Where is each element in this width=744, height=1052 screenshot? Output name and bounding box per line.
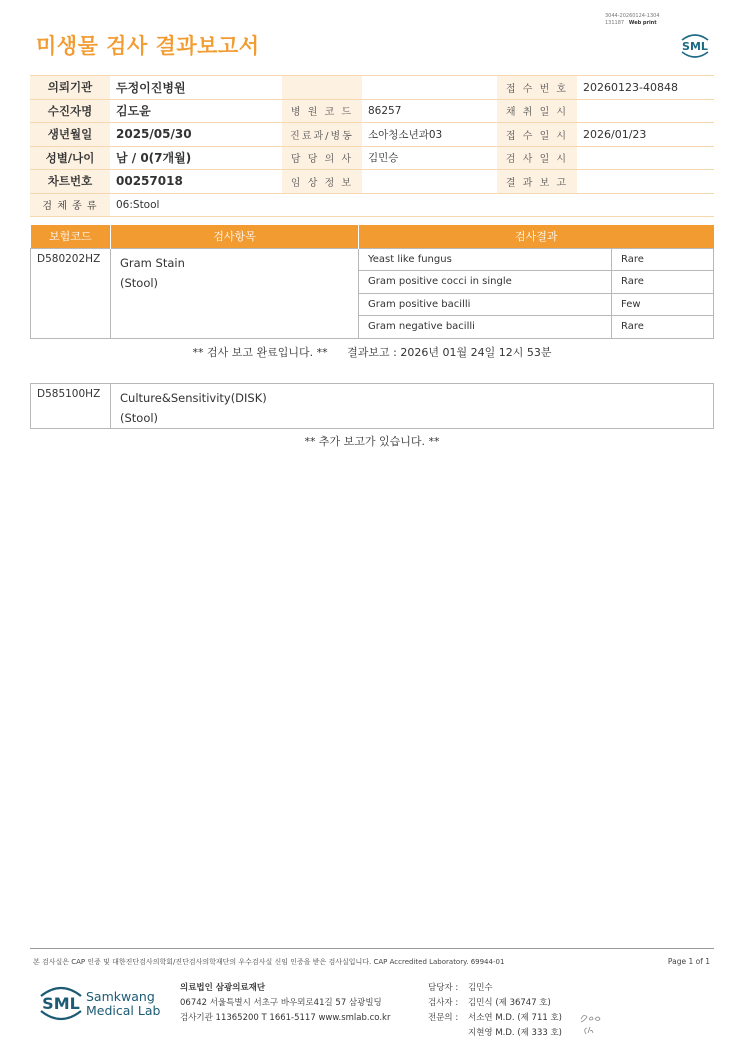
footer-divider (30, 948, 714, 949)
staff-name: 서소연 M.D. (제 711 호) (468, 1013, 563, 1023)
info-label: 검 체 종 류 (30, 193, 110, 216)
print-code-line1: 3044-20260124-1304 (605, 13, 660, 19)
sml-logo-text: SML (682, 40, 708, 53)
test-name: Gram Stain (120, 255, 185, 270)
staff-role: 검사자 : (428, 998, 459, 1008)
info-value: 소아청소년과03 (362, 123, 497, 147)
result-name: Gram positive bacilli (359, 293, 612, 316)
org-name: 의료법인 삼광의료재단 (180, 983, 266, 993)
result-value: Rare (612, 248, 714, 271)
org-address: 06742 서울특별시 서초구 바우뫼로41길 57 삼광빌딩 (180, 998, 382, 1008)
info-label: 병 원 코 드 (282, 99, 362, 123)
info-label: 의뢰기관 (30, 76, 110, 100)
result-value: Rare (612, 316, 714, 339)
info-label: 담 당 의 사 (282, 146, 362, 170)
test-specimen: (Stool) (120, 275, 159, 290)
info-label: 임 상 정 보 (282, 170, 362, 194)
print-code-line2: 131187 (605, 20, 625, 26)
info-row (30, 193, 714, 216)
result-value: Few (612, 293, 714, 316)
info-value: 남 / 0(7개월) (110, 146, 282, 170)
report-time: 결과보고 : 2026년 01월 24일 12시 53분 (347, 346, 552, 359)
info-value: 2025/05/30 (110, 123, 282, 147)
insurance-code: D585100HZ (31, 384, 111, 428)
test-item (111, 384, 276, 428)
staff-role: 전문의 : (428, 1013, 459, 1023)
info-row (30, 76, 714, 100)
info-label (282, 76, 362, 100)
staff-role: 담당자 : (428, 983, 459, 993)
test-specimen: (Stool) (120, 411, 159, 425)
column-header: 보험코드 (31, 225, 111, 248)
info-value: 두정이진병원 (110, 76, 282, 100)
info-value: 2026/01/23 (577, 123, 714, 147)
info-label: 생년월일 (30, 123, 110, 147)
info-label: 결 과 보 고 (497, 170, 577, 194)
info-value (362, 76, 497, 100)
staff-list (428, 981, 562, 1041)
info-value: 20260123-40848 (577, 76, 714, 100)
info-value: 86257 (362, 99, 497, 123)
brand-line: Samkwang (86, 989, 155, 1004)
info-row (30, 146, 714, 170)
info-value: 00257018 (110, 170, 282, 194)
sml-footer-logo-icon (36, 980, 86, 1026)
print-code (605, 13, 660, 27)
test-name: Culture&Sensitivity(DISK) (120, 391, 267, 405)
result-name: Gram positive cocci in single (359, 271, 612, 294)
sml-footer-logo-text: SML (42, 994, 80, 1013)
staff-role (428, 1026, 468, 1041)
info-label: 접 수 일 시 (497, 123, 577, 147)
info-label: 성별/나이 (30, 146, 110, 170)
page-number: Page 1 of 1 (667, 957, 710, 966)
brand-line: Medical Lab (86, 1003, 161, 1018)
info-row (30, 99, 714, 123)
additional-report-note: ** 추가 보고가 있습니다. ** (304, 435, 440, 448)
staff-row (428, 996, 562, 1011)
patient-info-table (30, 75, 714, 217)
column-header: 검사항목 (111, 225, 359, 248)
info-value: 김민승 (362, 146, 497, 170)
web-print-label: Web print (628, 20, 657, 26)
signature-icon (578, 1009, 608, 1039)
staff-row (428, 1026, 562, 1041)
result-value: Rare (612, 271, 714, 294)
results-table (30, 225, 714, 339)
table-row (31, 248, 714, 271)
info-value (577, 99, 714, 123)
staff-row (428, 1011, 562, 1026)
info-value (362, 170, 497, 194)
certification-text: 본 검사실은 CAP 인증 및 대한진단검사의학회/진단검사의학재단의 우수검사실 신임 인증을 받은 검사실입니다. CAP Accredited Laboratory. 69944-01 (33, 958, 505, 966)
report-complete-note: ** 검사 보고 완료입니다. ** (192, 346, 328, 359)
result-name: Yeast like fungus (359, 248, 612, 271)
staff-name: 김민식 (제 36747 호) (468, 998, 551, 1008)
staff-name: 지현영 M.D. (제 333 호) (468, 1028, 563, 1038)
sml-logo-icon (676, 28, 714, 62)
info-row (30, 123, 714, 147)
staff-row (428, 981, 562, 996)
insurance-code: D580202HZ (31, 248, 111, 338)
info-value: 06:Stool (110, 193, 714, 216)
test-item (111, 248, 359, 338)
info-label: 수진자명 (30, 99, 110, 123)
info-label: 접 수 번 호 (497, 76, 577, 100)
info-label: 차트번호 (30, 170, 110, 194)
staff-name: 김민수 (468, 983, 493, 993)
column-header: 검사결과 (359, 225, 714, 248)
info-value: 김도윤 (110, 99, 282, 123)
brand-name (86, 990, 160, 1018)
info-label: 검 사 일 시 (497, 146, 577, 170)
results-header-row (31, 225, 714, 248)
culture-test-row (30, 383, 714, 429)
report-title: 미생물 검사 결과보고서 (36, 34, 260, 58)
result-name: Gram negative bacilli (359, 316, 612, 339)
org-contact: 검사기관 11365200 T 1661-5117 www.smlab.co.kr (180, 1013, 391, 1023)
report-status (0, 344, 744, 360)
organization-info (180, 981, 390, 1026)
info-label: 채 취 일 시 (497, 99, 577, 123)
info-value (577, 146, 714, 170)
info-label: 진료과/병동 (282, 123, 362, 147)
info-row (30, 170, 714, 194)
info-value (577, 170, 714, 194)
